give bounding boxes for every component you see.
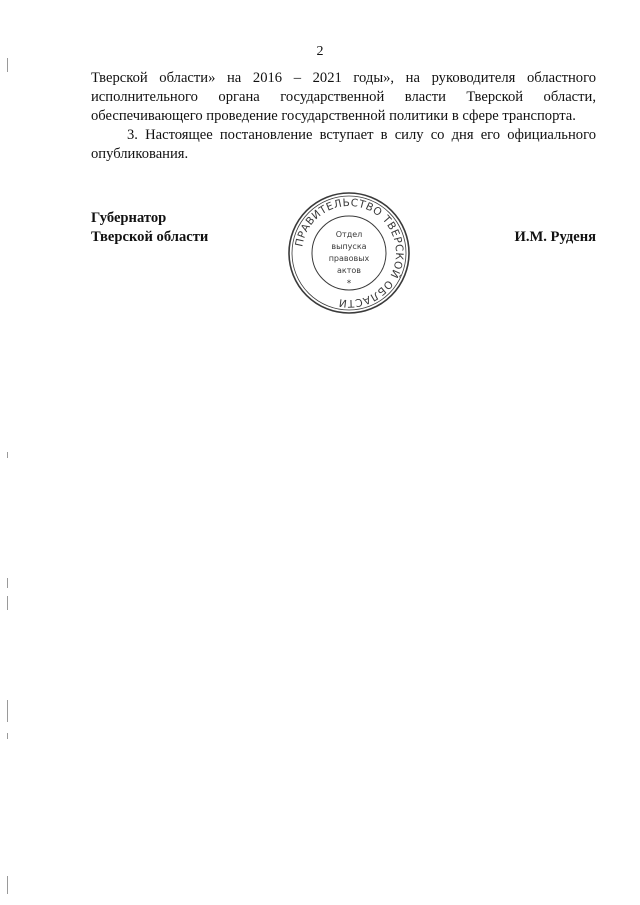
scan-margin-mark xyxy=(7,452,8,458)
paragraph-text: Тверской области» на 2016 – 2021 годы», на руководителя областного исполнительного органа государственной власти Тверской области, обеспечивающего проведение государственной политики в сфере транспорта. xyxy=(91,70,596,124)
official-stamp xyxy=(286,190,412,316)
scan-margin-mark xyxy=(7,876,8,894)
signatory-title-line2: Тверской области xyxy=(91,229,209,245)
signatory-name: И.М. Руденя xyxy=(514,229,596,245)
scan-margin-mark xyxy=(7,733,8,739)
scan-margin-mark xyxy=(7,58,8,72)
stamp-center-line4: актов xyxy=(336,266,362,275)
scan-margin-mark xyxy=(7,596,8,610)
stamp-star-icon: * xyxy=(346,279,352,289)
paragraph-effective-date: 3. Настоящее постановление вступает в силу со дня его официального опубликования. xyxy=(91,127,596,162)
document-body xyxy=(91,69,596,164)
stamp-center-line1: Отдел xyxy=(335,230,363,239)
stamp-outer-ring xyxy=(289,193,409,313)
scan-margin-mark xyxy=(7,578,8,588)
stamp-ring-text: ПРАВИТЕЛЬСТВО ТВЕРСКОЙ ОБЛАСТИ xyxy=(293,196,406,310)
signatory-title xyxy=(91,209,208,247)
signatory-title-line1: Губернатор xyxy=(91,210,167,226)
stamp-seal-graphic xyxy=(286,190,412,316)
stamp-center-line3: правовых xyxy=(328,254,370,263)
stamp-center-line2: выпуска xyxy=(331,242,367,251)
page-number: 2 xyxy=(316,44,324,59)
stamp-outer-ring-inner xyxy=(292,196,406,310)
scan-margin-mark xyxy=(7,700,8,722)
